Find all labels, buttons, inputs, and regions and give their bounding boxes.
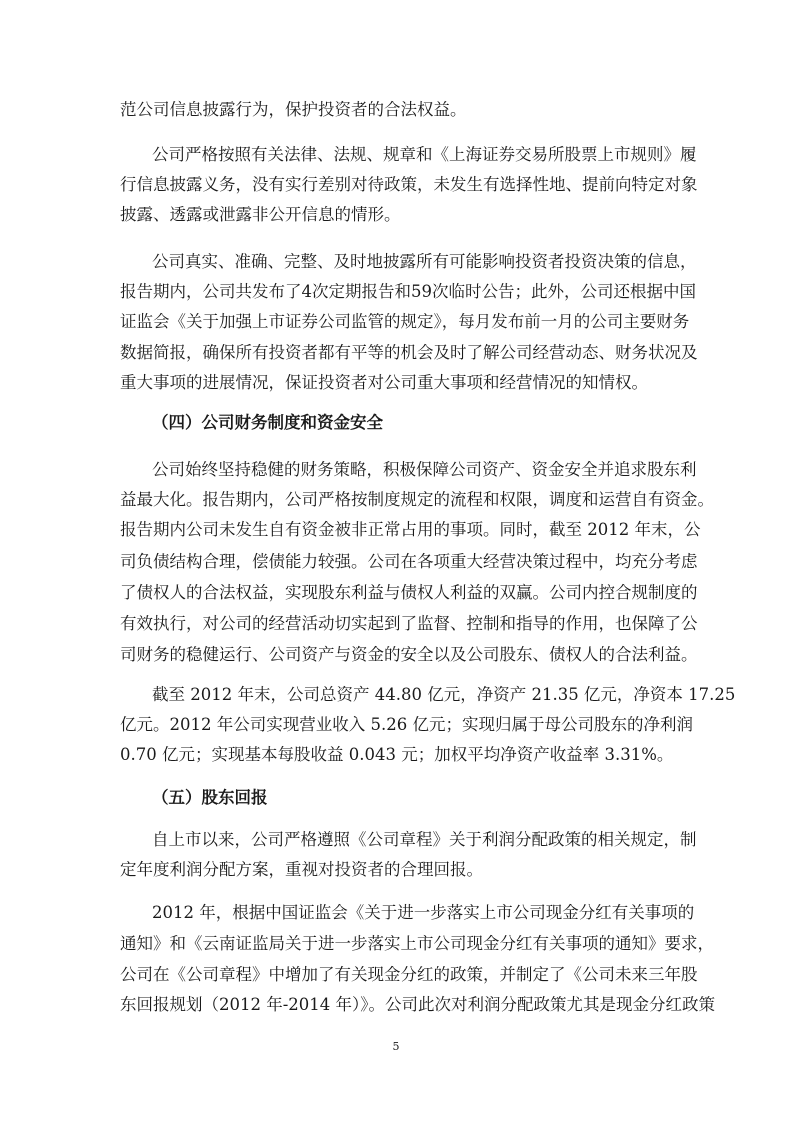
page-number: 5 bbox=[392, 1040, 400, 1053]
paragraph-line: 益最大化。报告期内，公司严格按制度规定的流程和权限，调度和运营自有资金。 bbox=[120, 490, 714, 509]
paragraph-line: 司负债结构合理，偿债能力较强。公司在各项重大经营决策过程中，均充分考虑 bbox=[120, 552, 698, 571]
paragraph-line: 东回报规划（2012 年-2014 年）》。公司此次对利润分配政策尤其是现金分红政策 bbox=[120, 995, 716, 1014]
paragraph-line: 通知》和《云南证监局关于进一步落实上市公司现金分红有关事项的通知》要求， bbox=[120, 934, 714, 953]
paragraph-line: 证监会《关于加强上市证券公司监管的规定》，每月发布前一月的公司主要财务 bbox=[120, 312, 690, 331]
paragraph-line: 了债权人的合法权益，实现股东利益与债权人利益的双赢。公司内控合规制度的 bbox=[120, 583, 698, 602]
paragraph-line: 公司严格按照有关法律、法规、规章和《上海证券交易所股票上市规则》履 bbox=[152, 145, 697, 164]
paragraph-line: 截至 2012 年末，公司总资产 44.80 亿元，净资产 21.35 亿元，净资本 17.25 bbox=[152, 685, 736, 704]
paragraph-line: 司财务的稳健运行、公司资产与资金的安全以及公司股东、债权人的合法利益。 bbox=[120, 645, 698, 664]
paragraph-line: 行信息披露义务，没有实行差别对待政策，未发生有选择性地、提前向特定对象 bbox=[120, 175, 698, 194]
paragraph-line: 2012 年，根据中国证监会《关于进一步落实上市公司现金分红有关事项的 bbox=[152, 903, 695, 922]
paragraph-line: 定年度利润分配方案，重视对投资者的合理回报。 bbox=[120, 860, 483, 879]
section-heading: （五）股东回报 bbox=[152, 788, 268, 807]
paragraph-line: 范公司信息披露行为，保护投资者的合法权益。 bbox=[120, 100, 467, 119]
paragraph-line: 重大事项的进展情况，保证投资者对公司重大事项和经营情况的知情权。 bbox=[120, 373, 648, 392]
paragraph-line: 数据简报，确保所有投资者都有平等的机会及时了解公司经营动态、财务状况及 bbox=[120, 343, 698, 362]
paragraph-line: 亿元。2012 年公司实现营业收入 5.26 亿元；实现归属于母公司股东的净利润 bbox=[120, 715, 693, 734]
paragraph-line: 自上市以来，公司严格遵照《公司章程》关于利润分配政策的相关规定，制 bbox=[152, 830, 697, 849]
paragraph-line: 0.70 亿元；实现基本每股收益 0.043 元；加权平均净资产收益率 3.31%。 bbox=[120, 745, 674, 764]
paragraph-line: 报告期内，公司共发布了4次定期报告和59次临时公告；此外，公司还根据中国 bbox=[120, 282, 696, 301]
paragraph-line: 公司始终坚持稳健的财务策略，积极保障公司资产、资金安全并追求股东利 bbox=[152, 460, 697, 479]
paragraph-line: 公司在《公司章程》中增加了有关现金分红的政策，并制定了《公司未来三年股 bbox=[120, 965, 698, 984]
paragraph-line: 报告期内公司未发生自有资金被非正常占用的事项。同时，截至 2012 年末，公 bbox=[120, 520, 701, 539]
section-heading: （四）公司财务制度和资金安全 bbox=[152, 413, 383, 432]
paragraph-line: 有效执行，对公司的经营活动切实起到了监督、控制和指导的作用，也保障了公 bbox=[120, 614, 698, 633]
paragraph-line: 披露、透露或泄露非公开信息的情形。 bbox=[120, 205, 401, 224]
paragraph-line: 公司真实、准确、完整、及时地披露所有可能影响投资者投资决策的信息， bbox=[152, 252, 697, 271]
